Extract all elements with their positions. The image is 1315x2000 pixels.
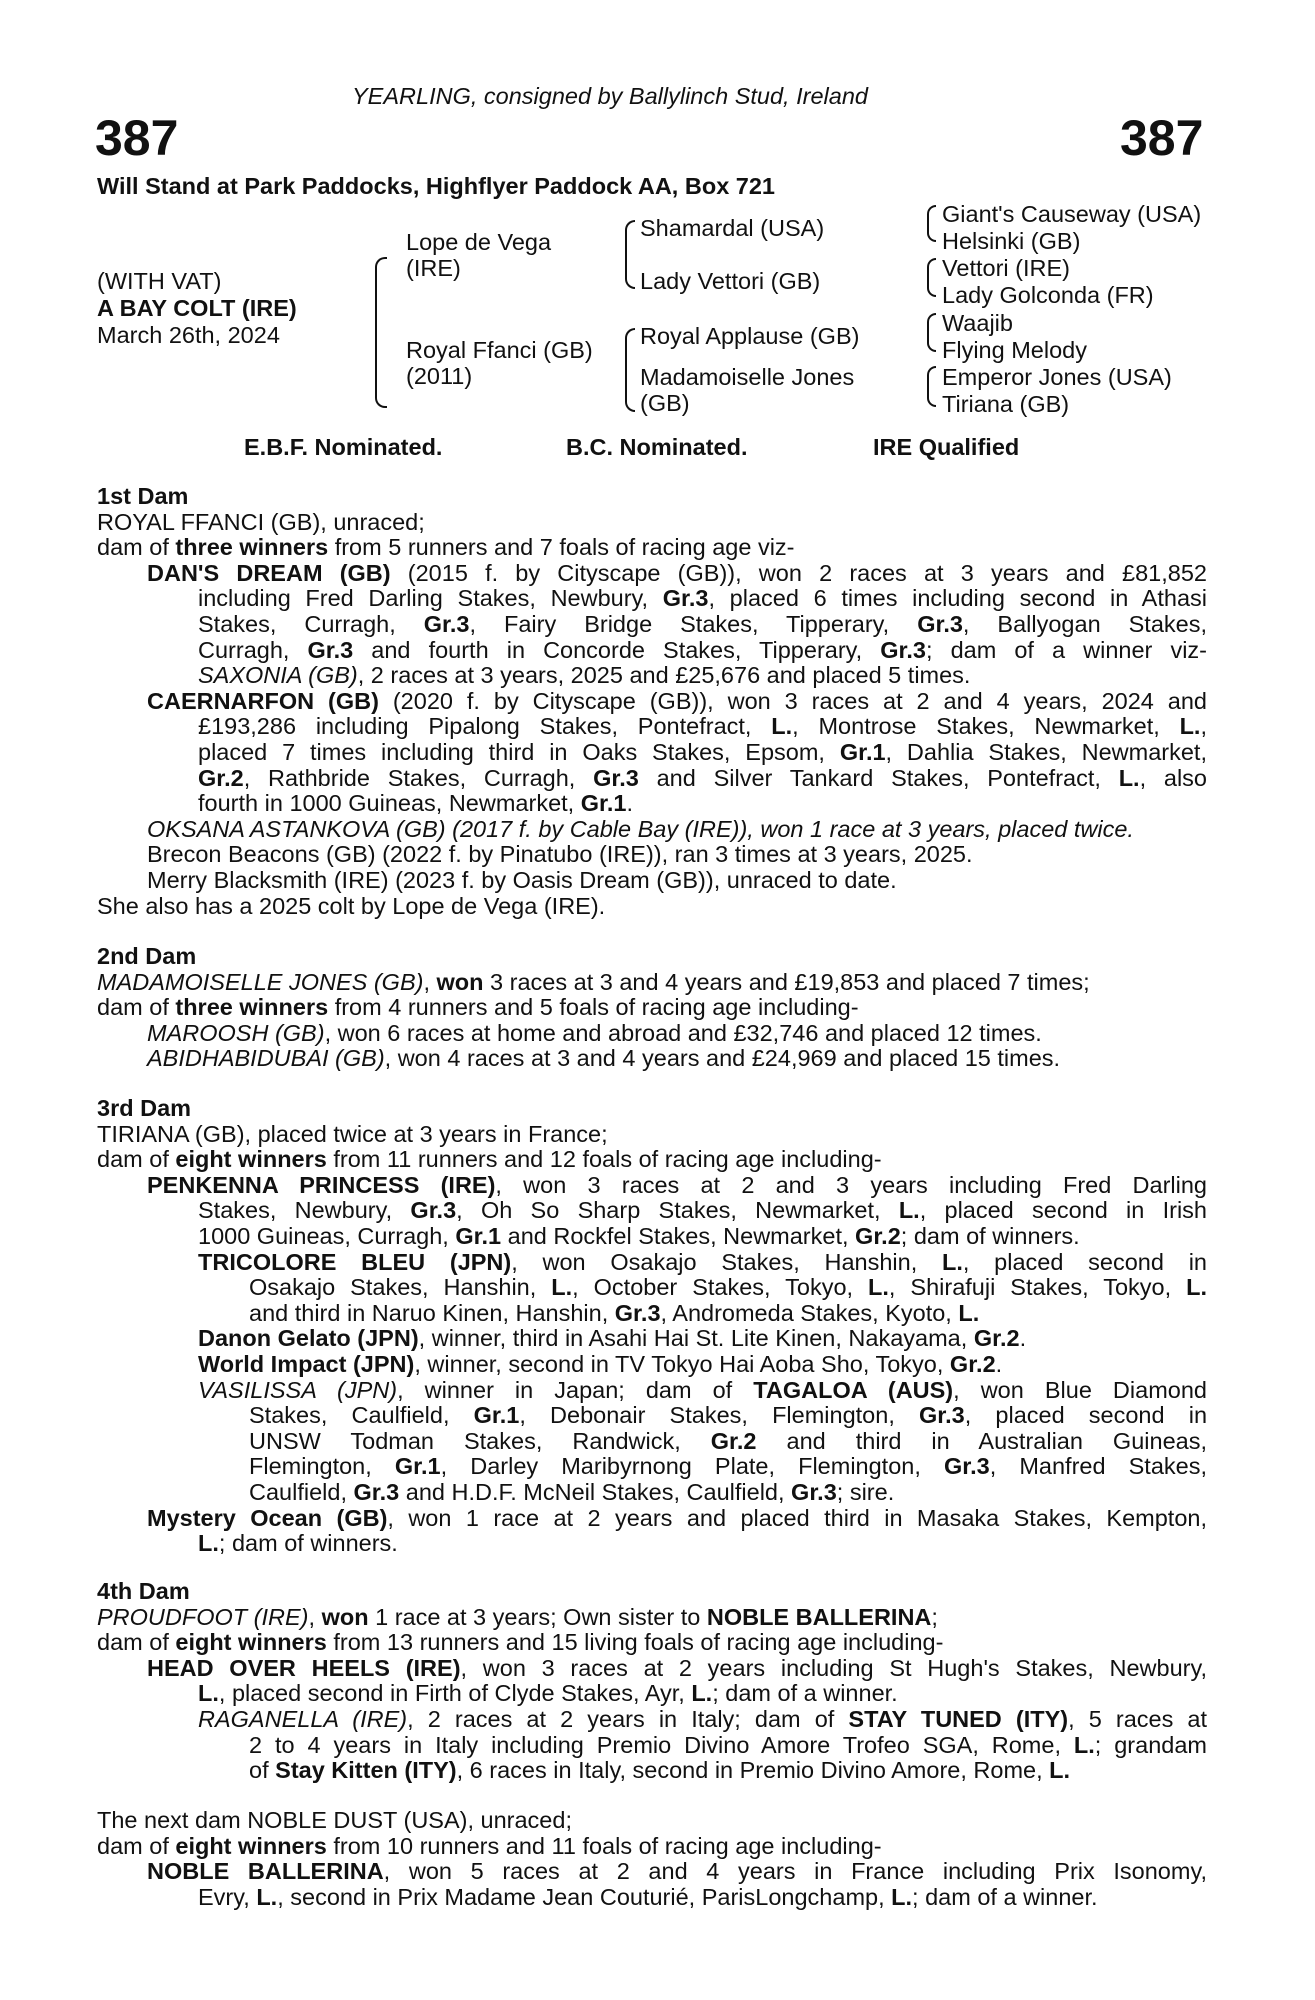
- g-dds: Emperor Jones (USA): [942, 364, 1172, 390]
- section-heading: 3rd Dam: [97, 1095, 192, 1121]
- next-dam-section: The next dam NOBLE DUST (USA), unraced; dam of eight winners from 10 runners and 11 foals of racing age including- NOBLE BALLERINA, won 5 races at 2 and 4 years in France including Prix Isonomy, Evry, L., second in Prix Madame Jean Couturié, ParisLongchamp, L.; dam of a winner.: [97, 1807, 1207, 1910]
- second-dam-section: 2nd Dam MADAMOISELLE JONES (GB), won 3 races at 3 and 4 years and £19,853 and placed 7 times; dam of three winners from 4 runners and 5 foals of racing age including- MAROOSH (GB), won 6 races at home and abroad and £32,746 and placed 12 times. ABIDHABIDUBAI (GB), won 4 races at 3 and 4 years and £24,969 and placed 15 times.: [97, 944, 1207, 1072]
- horse-name: A BAY COLT (IRE): [97, 295, 297, 321]
- sire: Lope de Vega (IRE): [406, 229, 552, 281]
- subtitle: YEARLING, consigned by Ballylinch Stud, Ireland: [352, 83, 868, 109]
- dam: Royal Ffanci (GB) (2011): [406, 337, 593, 389]
- lot-number-right: 387: [1120, 110, 1204, 166]
- horse-dob: March 26th, 2024: [97, 322, 280, 348]
- g-sdd: Lady Golconda (FR): [942, 282, 1154, 308]
- g-dsd: Flying Melody: [942, 337, 1087, 363]
- ire-qualified: IRE Qualified: [873, 434, 1020, 460]
- g-sss: Giant's Causeway (USA): [942, 201, 1202, 227]
- sire-dam: Lady Vettori (GB): [640, 268, 821, 294]
- section-heading: 2nd Dam: [97, 943, 197, 969]
- dam-sire: Royal Applause (GB): [640, 323, 860, 349]
- ebf-nominated: E.B.F. Nominated.: [244, 434, 443, 460]
- first-dam-section: 1st Dam ROYAL FFANCI (GB), unraced; dam of three winners from 5 runners and 7 foals of racing age viz- DAN'S DREAM (GB) (2015 f. by Cityscape (GB)), won 2 races at 3 years and £81,852 including Fred Darling Stakes, Newbury, Gr.3, placed 6 times including second in Athasi Stakes, Curragh, Gr.3, Fairy Bridge Stakes, Tipperary, Gr.3, Ballyogan Stakes, Curragh, Gr.3 and fourth in Concorde Stakes, Tipperary, Gr.3; dam of a winner viz- SAXONIA (GB), 2 races at 3 years, 2025 and £25,676 and placed 5 times. CAERNARFON (GB) (2020 f. by Cityscape (GB)), won 3 races at 2 and 4 years, 2024 and £193,286 including Pipalong Stakes, Pontefract, L., Montrose Stakes, Newmarket, L., placed 7 times including third in Oaks Stakes, Epsom, Gr.1, Dahlia Stakes, Newmarket, Gr.2, Rathbride Stakes, Curragh, Gr.3 and Silver Tankard Stakes, Pontefract, L., also fourth in 1000 Guineas, Newmarket, Gr.1. OKSANA ASTANKOVA (GB) (2017 f. by Cable Bay (IRE)), won 1 race at 3 years, placed twice. Brecon Beacons (GB) (2022 f. by Pinatubo (IRE)), ran 3 times at 3 years, 2025. Merry Blacksmith (IRE) (2023 f. by Oasis Dream (GB)), unraced to date. She also has a 2025 colt by Lope de Vega (IRE).: [97, 483, 1207, 919]
- fourth-dam-section: 4th Dam PROUDFOOT (IRE), won 1 race at 3 years; Own sister to NOBLE BALLERINA; dam of eight winners from 13 runners and 15 living foals of racing age including- HEAD OVER HEELS (IRE), won 3 races at 2 years including St Hugh's Stakes, Newbury, L., placed second in Firth of Clyde Stakes, Ayr, L.; dam of a winner. RAGANELLA (IRE), 2 races at 2 years in Italy; dam of STAY TUNED (ITY), 5 races at 2 to 4 years in Italy including Premio Divino Amore Trofeo SGA, Rome, L.; grandam of Stay Kitten (ITY), 6 races in Italy, second in Premio Divino Amore, Rome, L.: [97, 1578, 1208, 1784]
- third-dam-section: 3rd Dam TIRIANA (GB), placed twice at 3 years in France; dam of eight winners from 11 runners and 12 foals of racing age including- PENKENNA PRINCESS (IRE), won 3 races at 2 and 3 years including Fred Darling Stakes, Newbury, Gr.3, Oh So Sharp Stakes, Newmarket, L., placed second in Irish 1000 Guineas, Curragh, Gr.1 and Rockfel Stakes, Newmarket, Gr.2; dam of winners. TRICOLORE BLEU (JPN), won Osakajo Stakes, Hanshin, L., placed second in Osakajo Stakes, Hanshin, L., October Stakes, Tokyo, L., Shirafuji Stakes, Tokyo, L. and third in Naruo Kinen, Hanshin, Gr.3, Andromeda Stakes, Kyoto, L. Danon Gelato (JPN), winner, third in Asahi Hai St. Lite Kinen, Nakayama, Gr.2. World Impact (JPN), winner, second in TV Tokyo Hai Aoba Sho, Tokyo, Gr.2. VASILISSA (JPN), winner in Japan; dam of TAGALOA (AUS), won Blue Diamond Stakes, Caulfield, Gr.1, Debonair Stakes, Flemington, Gr.3, placed second in UNSW Todman Stakes, Randwick, Gr.2 and third in Australian Guineas, Flemington, Gr.1, Darley Maribyrnong Plate, Flemington, Gr.3, Manfred Stakes, Caulfield, Gr.3 and H.D.F. McNeil Stakes, Caulfield, Gr.3; sire. Mystery Ocean (GB), won 1 race at 2 years and placed third in Masaka Stakes, Kempton, L.; dam of winners.: [97, 1095, 1208, 1557]
- bc-nominated: B.C. Nominated.: [566, 434, 748, 460]
- g-ssd: Helsinki (GB): [942, 228, 1081, 254]
- dam-dam: Madamoiselle Jones (GB): [640, 364, 855, 416]
- g-sds: Vettori (IRE): [942, 255, 1070, 281]
- lot-number-left: 387: [95, 110, 179, 166]
- sire-sire: Shamardal (USA): [640, 215, 825, 241]
- section-heading: 1st Dam: [97, 483, 189, 509]
- g-dss: Waajib: [942, 310, 1013, 336]
- stand-location: Will Stand at Park Paddocks, Highflyer Paddock AA, Box 721: [97, 173, 776, 199]
- g-ddd: Tiriana (GB): [942, 391, 1070, 417]
- vat-note: (WITH VAT): [97, 268, 222, 294]
- section-heading: 4th Dam: [97, 1578, 190, 1604]
